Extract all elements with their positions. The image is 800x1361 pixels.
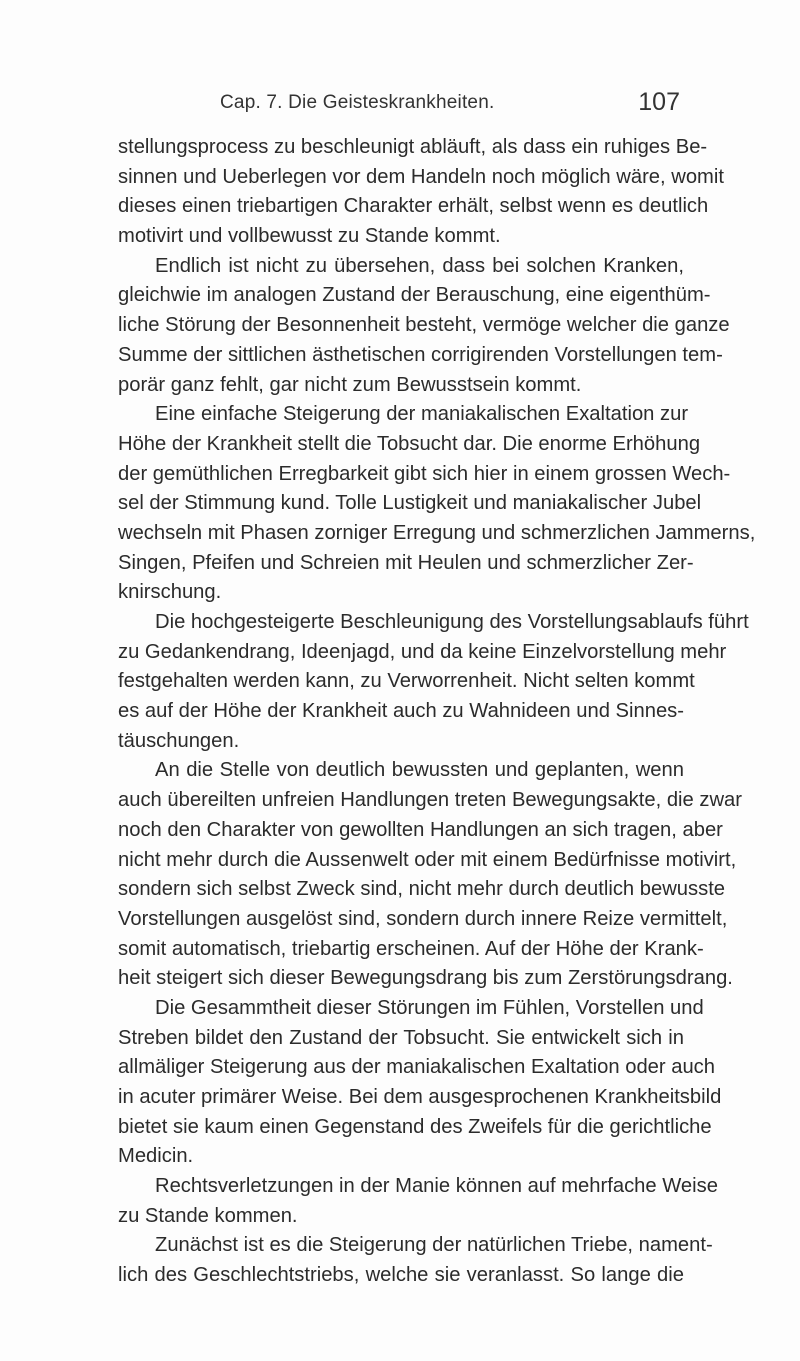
text-line: lich des Geschlechtstriebs, welche sie veranlasst. So lange die [118, 1264, 684, 1287]
text-line: Die Gesammtheit dieser Störungen im Fühlen, Vorstellen und [155, 996, 704, 1019]
text-line: nicht mehr durch die Aussenwelt oder mit einem Bedürfnisse motivirt, [118, 848, 737, 871]
text-line: Zunächst ist es die Steigerung der natürlichen Triebe, nament- [155, 1234, 713, 1257]
text-line: sondern sich selbst Zweck sind, nicht mehr durch deutlich bewusste [118, 878, 726, 901]
text-line: porär ganz fehlt, gar nicht zum Bewusstsein kommt. [118, 373, 582, 396]
text-line: zu Gedankendrang, Ideenjagd, und da keine Einzelvorstellung mehr [118, 640, 727, 663]
text-line: bietet sie kaum einen Gegenstand des Zweifels für die gerichtliche [118, 1115, 712, 1138]
text-line: motivirt und vollbewusst zu Stande kommt. [118, 225, 501, 248]
text-line: stellungsprocess zu beschleunigt abläuft, als dass ein ruhiges Be- [118, 136, 708, 158]
text-line: sinnen und Ueberlegen vor dem Handeln noch möglich wäre, womit [118, 165, 724, 188]
body-text [118, 133, 756, 1291]
text-line: auch übereilten unfreien Handlungen treten Bewegungsakte, die zwar [118, 789, 742, 812]
text-line: Eine einfache Steigerung der maniakalischen Exaltation zur [155, 403, 689, 426]
text-line: in acuter primärer Weise. Bei dem ausgesprochenen Krankheitsbild [118, 1086, 722, 1108]
text-line: liche Störung der Besonnenheit besteht, vermöge welcher die ganze [118, 314, 730, 337]
text-line: gleichwie im analogen Zustand der Berauschung, eine eigenthüm- [118, 284, 711, 307]
text-line: zu Stande kommen. [118, 1204, 298, 1227]
text-line: Endlich ist nicht zu übersehen, dass bei solchen Kranken, [155, 254, 684, 277]
text-line: täuschungen. [118, 729, 240, 752]
text-line: Singen, Pfeifen und Schreien mit Heulen und schmerzlicher Zer- [118, 551, 694, 574]
text-line: Vorstellungen ausgelöst sind, sondern durch innere Reize vermittelt, [118, 907, 728, 930]
text-line: Streben bildet den Zustand der Tobsucht. Sie entwickelt sich in [118, 1026, 684, 1049]
text-line: An die Stelle von deutlich bewussten und geplanten, wenn [155, 759, 684, 782]
text-line: Medicin. [118, 1145, 194, 1168]
text-line: sel der Stimmung kund. Tolle Lustigkeit und maniakalischer Jubel [118, 492, 702, 515]
text-line: heit steigert sich dieser Bewegungsdrang bis zum Zerstörungsdrang. [118, 967, 733, 990]
text-line: der gemüthlichen Erregbarkeit gibt sich hier in einem grossen Wech- [118, 462, 731, 485]
running-title: Cap. 7. Die Geisteskrankheiten. [220, 92, 495, 113]
text-line: allmäliger Steigerung aus der maniakalischen Exaltation oder auch [118, 1056, 715, 1079]
text-line: knirschung. [118, 581, 222, 604]
text-line: wechseln mit Phasen zorniger Erregung und schmerzlichen Jammerns, [118, 521, 756, 544]
page-number: 107 [638, 88, 680, 116]
text-line: Rechtsverletzungen in der Manie können auf mehrfache Weise [155, 1175, 718, 1198]
text-line: festgehalten werden kann, zu Verworrenheit. Nicht selten kommt [118, 670, 695, 693]
text-line: dieses einen triebartigen Charakter erhält, selbst wenn es deutlich [118, 195, 709, 218]
text-line: somit automatisch, triebartig erscheinen. Auf der Höhe der Krank- [118, 937, 704, 960]
text-line: Höhe der Krankheit stellt die Tobsucht dar. Die enorme Erhöhung [118, 432, 701, 455]
text-line: Die hochgesteigerte Beschleunigung des Vorstellungsablaufs führt [155, 611, 749, 633]
text-line: es auf der Höhe der Krankheit auch zu Wahnideen und Sinnes- [118, 700, 684, 723]
text-line: noch den Charakter von gewollten Handlungen an sich tragen, aber [118, 818, 723, 841]
text-line: Summe der sittlichen ästhetischen corrigirenden Vorstellungen tem- [118, 343, 723, 366]
running-head [140, 88, 680, 118]
